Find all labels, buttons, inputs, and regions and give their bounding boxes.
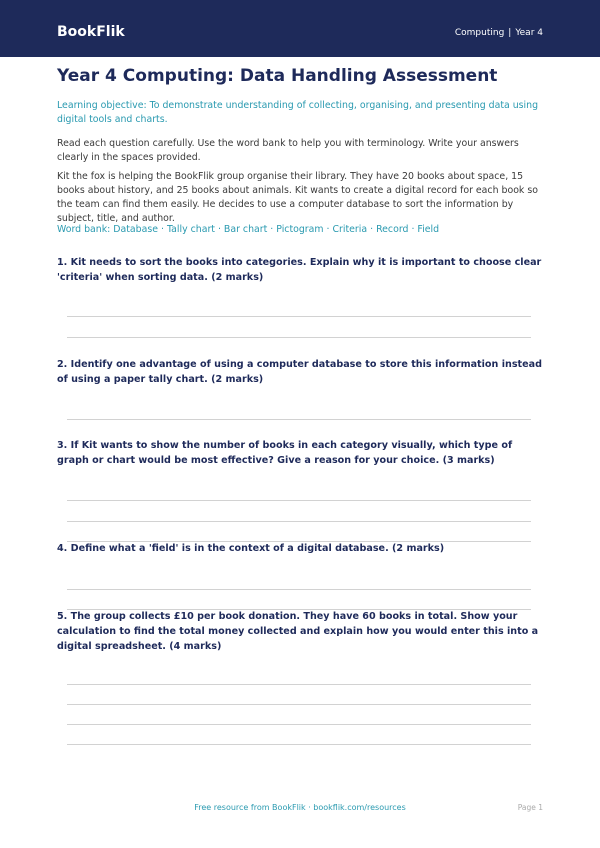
question-3: 3. If Kit wants to show the number of books in each category visually, which type of graph or chart would be most effective? Give a reason for your choice. (3 marks) [57, 440, 513, 466]
page-header [0, 0, 600, 57]
brand-logo-text: BookFlik [57, 24, 125, 40]
answer-line-q5-4[interactable] [67, 744, 531, 745]
answer-line-q4-1[interactable] [67, 589, 531, 590]
question-4: 4. Define what a 'field' is in the context of a digital database. (2 marks) [57, 543, 445, 554]
header-year: Year 4 [515, 28, 543, 38]
header-separator: | [508, 28, 512, 38]
footer-resource-link[interactable]: Free resource from BookFlik · bookflik.com/resources [194, 803, 406, 812]
question-1: 1. Kit needs to sort the books into categories. Explain why it is important to choose clear 'criteria' when sorting data. (2 marks) [57, 257, 542, 283]
header-subject-year [455, 27, 543, 39]
header-subject: Computing [454, 28, 505, 38]
answer-line-q3-1[interactable] [67, 500, 531, 501]
instructions: Read each question carefully. Use the word bank to help you with terminology. Write your answers clearly in the spaces provided. [57, 138, 519, 163]
answer-line-q5-2[interactable] [67, 704, 531, 705]
page-title: Year 4 Computing: Data Handling Assessment [57, 66, 498, 86]
answer-line-q3-2[interactable] [67, 521, 531, 522]
answer-line-q2-1[interactable] [67, 419, 531, 420]
answer-line-q1-2[interactable] [67, 337, 531, 338]
question-2: 2. Identify one advantage of using a computer database to store this information instead of using a paper tally chart. (2 marks) [57, 359, 542, 385]
scenario-text: Kit the fox is helping the BookFlik group organise their library. They have 20 books about space, 15 books about history, and 25 books about animals. Kit wants to create a digital record for each book so the team can find them easily. He decides to use a computer database to sort the information by subject, title, and author. [57, 171, 538, 224]
answer-line-q5-3[interactable] [67, 724, 531, 725]
learning-objective: Learning objective: To demonstrate understanding of collecting, organising, and presenting data using digital tools and charts. [57, 100, 539, 125]
page-number: Page 1 [517, 803, 543, 812]
word-bank: Word bank: Database · Tally chart · Bar chart · Pictogram · Criteria · Record · Field [57, 224, 440, 235]
answer-line-q5-1[interactable] [67, 684, 531, 685]
answer-line-q1-1[interactable] [67, 316, 531, 317]
question-5: 5. The group collects £10 per book donation. They have 60 books in total. Show your calculation to find the total money collected and explain how you would enter this into a digital spreadsheet. (4 marks) [57, 611, 539, 652]
